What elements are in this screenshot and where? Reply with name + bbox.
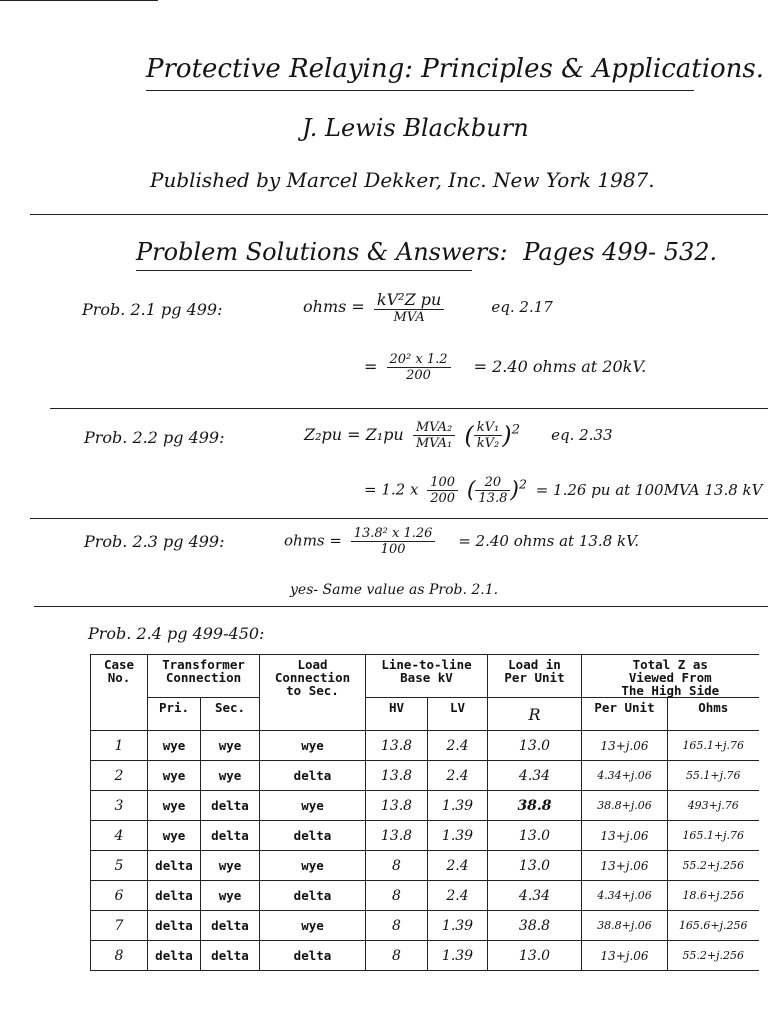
cell-pri: wye xyxy=(148,821,201,851)
cell-r: 38.8 xyxy=(488,911,582,941)
header-r: R xyxy=(488,698,582,731)
cell-hv: 13.8 xyxy=(366,731,428,761)
cell-case: 7 xyxy=(91,911,148,941)
cell-r: 13.0 xyxy=(488,851,582,881)
cell-load: delta xyxy=(260,761,366,791)
cell-case: 3 xyxy=(91,791,148,821)
header-sec: Sec. xyxy=(201,698,260,731)
cell-r: 4.34 xyxy=(488,881,582,911)
cell-ohms: 55.2+j.256 xyxy=(668,941,759,971)
cell-per-unit: 38.8+j.06 xyxy=(582,911,668,941)
cell-per-unit: 13+j.06 xyxy=(582,821,668,851)
cell-sec: delta xyxy=(201,791,260,821)
book-title: Protective Relaying: Principles & Applications. xyxy=(146,54,765,84)
prob-2-4-table xyxy=(90,654,759,971)
cell-lv: 2.4 xyxy=(428,761,488,791)
cell-pri: delta xyxy=(148,881,201,911)
header-lv: LV xyxy=(428,698,488,731)
prob-2-3-line1: ohms = $\frac{\text{13.8² x 1.26}}{100}$ = 2.40 ohms at 13.8 kV. xyxy=(284,526,640,557)
cell-load: delta xyxy=(260,941,366,971)
cell-per-unit: 4.34+j.06 xyxy=(582,881,668,911)
header-ohms: Ohms xyxy=(668,698,759,731)
cell-per-unit: 38.8+j.06 xyxy=(582,791,668,821)
table-row xyxy=(91,881,759,911)
table-row xyxy=(91,941,759,971)
prob-2-2-divider xyxy=(30,518,768,519)
cell-case: 5 xyxy=(91,851,148,881)
prob-2-1-line1: ohms = $\frac{\text{kV²Z pu}}{\text{MVA}}$ eq. 2.17 xyxy=(303,290,553,325)
table-row xyxy=(91,821,759,851)
cell-case: 2 xyxy=(91,761,148,791)
header-case-no: Case No. xyxy=(91,655,148,731)
cell-sec: wye xyxy=(201,851,260,881)
prob-2-1-label: Prob. 2.1 pg 499: xyxy=(82,300,223,319)
cell-hv: 8 xyxy=(366,911,428,941)
prob-2-2-line2: = 1.2 x $\frac{100}{200}$ ( $\frac{20}{13.8}$ )$^2$ = 1.26 pu at 100MVA 13.8 kV xyxy=(364,475,763,506)
header-load-per-unit: Load in Per Unit xyxy=(488,655,582,698)
cell-pri: wye xyxy=(148,761,201,791)
prob-2-3-label: Prob. 2.3 pg 499: xyxy=(84,532,225,551)
cell-lv: 1.39 xyxy=(428,911,488,941)
cell-hv: 13.8 xyxy=(366,761,428,791)
solutions-heading xyxy=(136,238,717,266)
cell-per-unit: 13+j.06 xyxy=(582,941,668,971)
table-row xyxy=(91,731,759,761)
top-edge-rule xyxy=(0,0,158,1)
cell-case: 4 xyxy=(91,821,148,851)
cell-sec: wye xyxy=(201,761,260,791)
cell-load: wye xyxy=(260,911,366,941)
cell-lv: 1.39 xyxy=(428,791,488,821)
header-per-unit: Per Unit xyxy=(582,698,668,731)
cell-lv: 2.4 xyxy=(428,731,488,761)
prob-2-2-label: Prob. 2.2 pg 499: xyxy=(84,428,225,447)
cell-ohms: 165.1+j.76 xyxy=(668,821,759,851)
cell-per-unit: 4.34+j.06 xyxy=(582,761,668,791)
cell-sec: wye xyxy=(201,731,260,761)
table-row xyxy=(91,791,759,821)
cell-pri: delta xyxy=(148,941,201,971)
cell-ohms: 493+j.76 xyxy=(668,791,759,821)
cell-load: delta xyxy=(260,881,366,911)
cell-hv: 8 xyxy=(366,881,428,911)
cell-ohms: 55.1+j.76 xyxy=(668,761,759,791)
cell-case: 8 xyxy=(91,941,148,971)
cell-hv: 13.8 xyxy=(366,791,428,821)
cell-pri: wye xyxy=(148,791,201,821)
solutions-underline xyxy=(136,270,472,271)
cell-sec: delta xyxy=(201,941,260,971)
cell-hv: 8 xyxy=(366,941,428,971)
header-base-kv: Line-to-line Base kV xyxy=(366,655,488,698)
cell-per-unit: 13+j.06 xyxy=(582,851,668,881)
title-underline xyxy=(146,90,694,91)
prob-2-1-divider xyxy=(50,408,768,409)
cell-case: 1 xyxy=(91,731,148,761)
prob-2-4-label: Prob. 2.4 pg 499-450: xyxy=(88,624,265,643)
cell-lv: 1.39 xyxy=(428,821,488,851)
prob-2-3-divider xyxy=(34,606,768,607)
cell-ohms: 165.1+j.76 xyxy=(668,731,759,761)
cell-pri: delta xyxy=(148,851,201,881)
cell-ohms: 55.2+j.256 xyxy=(668,851,759,881)
cell-r: 13.0 xyxy=(488,821,582,851)
cell-load: wye xyxy=(260,731,366,761)
cell-r: 38.8 xyxy=(488,791,582,821)
cell-ohms: 165.6+j.256 xyxy=(668,911,759,941)
cell-ohms: 18.6+j.256 xyxy=(668,881,759,911)
prob-2-2-line1: Z₂pu = Z₁pu $\frac{\text{MVA₂}}{\text{MVA₁}}$ ( $\frac{\text{kV₁}}{\text{kV₂}}$ )$^2$ eq. 2.33 xyxy=(304,420,613,451)
table-row xyxy=(91,761,759,791)
header-pri: Pri. xyxy=(148,698,201,731)
cell-sec: delta xyxy=(201,821,260,851)
header-hv: HV xyxy=(366,698,428,731)
book-author: J. Lewis Blackburn xyxy=(302,114,529,142)
book-publisher: Published by Marcel Dekker, Inc. New York 1987. xyxy=(150,168,655,192)
cell-sec: wye xyxy=(201,881,260,911)
table-row xyxy=(91,911,759,941)
cell-pri: delta xyxy=(148,911,201,941)
prob-2-3-line2: yes- Same value as Prob. 2.1. xyxy=(290,582,499,598)
table-row xyxy=(91,851,759,881)
cell-lv: 2.4 xyxy=(428,881,488,911)
solutions-heading-left: Problem Solutions & Answers: xyxy=(136,238,508,266)
header-transformer-connection: Transformer Connection xyxy=(148,655,260,698)
header-load-connection: Load Connection to Sec. xyxy=(260,655,366,731)
cell-r: 4.34 xyxy=(488,761,582,791)
header-divider xyxy=(30,214,768,215)
cell-lv: 1.39 xyxy=(428,941,488,971)
prob-2-1-line2: = $\frac{\text{20² x 1.2}}{200}$ = 2.40 ohms at 20kV. xyxy=(364,352,647,383)
cell-lv: 2.4 xyxy=(428,851,488,881)
cell-hv: 8 xyxy=(366,851,428,881)
cell-sec: delta xyxy=(201,911,260,941)
cell-hv: 13.8 xyxy=(366,821,428,851)
solutions-heading-right: Pages 499- 532. xyxy=(523,238,718,266)
cell-r: 13.0 xyxy=(488,731,582,761)
cell-case: 6 xyxy=(91,881,148,911)
cell-per-unit: 13+j.06 xyxy=(582,731,668,761)
cell-load: wye xyxy=(260,791,366,821)
cell-load: wye xyxy=(260,851,366,881)
cell-pri: wye xyxy=(148,731,201,761)
header-total-z: Total Z as Viewed From The High Side xyxy=(582,655,759,698)
cell-load: delta xyxy=(260,821,366,851)
cell-r: 13.0 xyxy=(488,941,582,971)
